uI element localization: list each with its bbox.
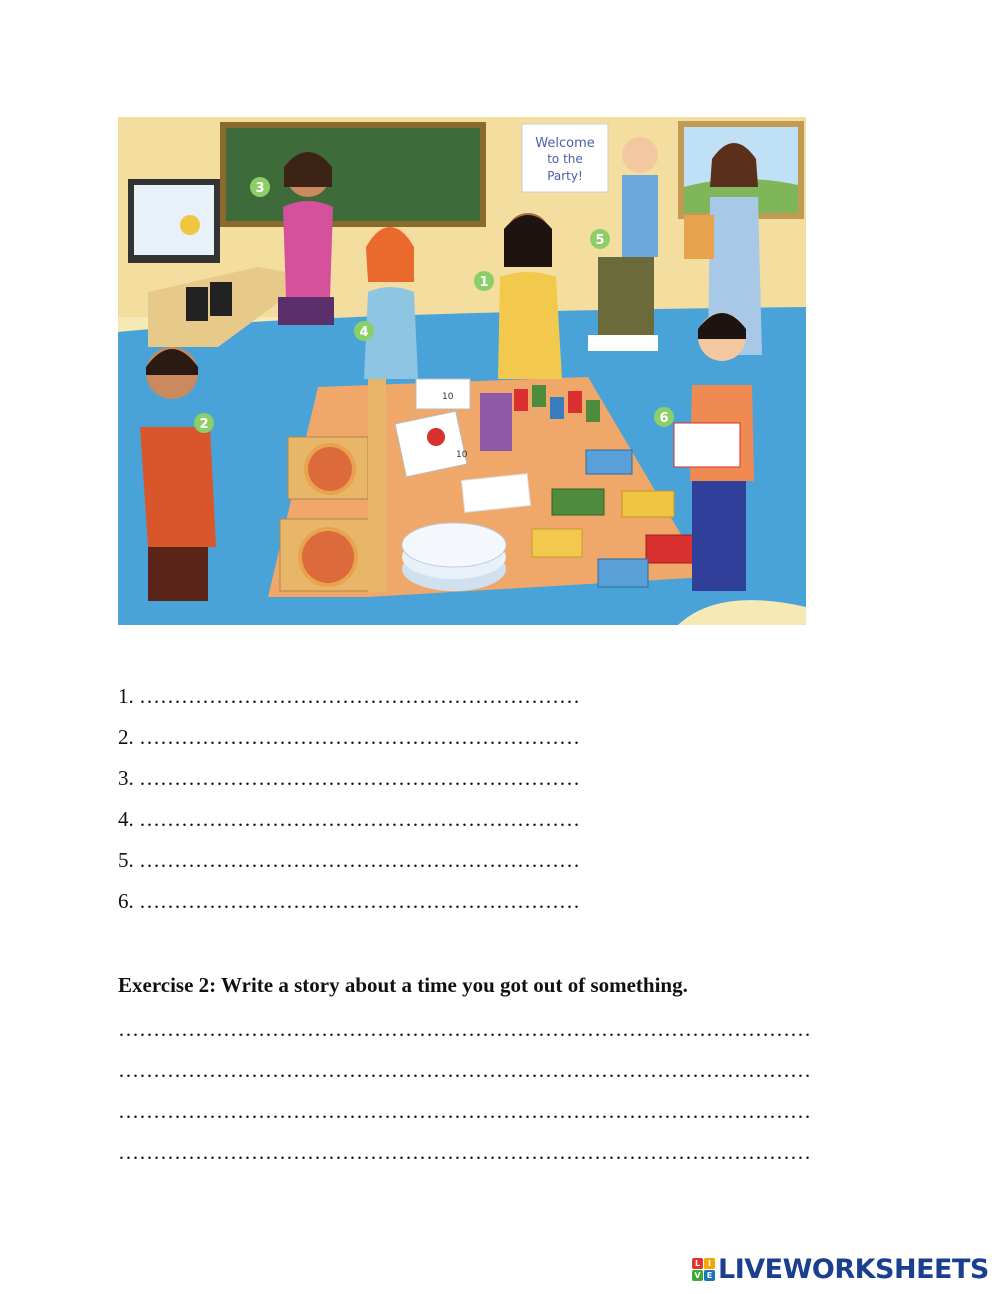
answer-blank[interactable]: ……………………………………………………… bbox=[139, 684, 580, 708]
balloon-number: 10 bbox=[456, 450, 468, 460]
logo-letter-l: L bbox=[692, 1258, 703, 1269]
answer-list bbox=[118, 682, 678, 928]
party-illustration bbox=[118, 117, 806, 625]
answer-number: 5. bbox=[118, 848, 134, 872]
answer-blank[interactable]: ……………………………………………………… bbox=[139, 807, 580, 831]
banner-line-2: to the bbox=[547, 152, 583, 166]
answer-blank[interactable]: ……………………………………………………… bbox=[139, 848, 580, 872]
logo-letter-e: E bbox=[704, 1270, 715, 1281]
answer-line-5[interactable] bbox=[118, 846, 678, 887]
story-line-2[interactable]: ……………………………………………………………………………………… bbox=[118, 1058, 811, 1082]
story-line-1[interactable]: ……………………………………………………………………………………… bbox=[118, 1017, 811, 1041]
answer-number: 4. bbox=[118, 807, 134, 831]
logo-letter-v: V bbox=[692, 1270, 703, 1281]
answer-blank[interactable]: ……………………………………………………… bbox=[139, 889, 580, 913]
brand-name: LIVEWORKSHEETS bbox=[718, 1253, 989, 1285]
story-line-4[interactable]: ……………………………………………………………………………………… bbox=[118, 1140, 811, 1164]
answer-number: 6. bbox=[118, 889, 134, 913]
answer-number: 1. bbox=[118, 684, 134, 708]
liveworksheets-logo bbox=[692, 1254, 989, 1284]
answer-number: 2. bbox=[118, 725, 134, 749]
badge-3: 3 bbox=[255, 181, 265, 196]
badge-6: 6 bbox=[659, 411, 669, 426]
answer-blank[interactable]: ……………………………………………………… bbox=[139, 725, 580, 749]
balloon-number-2: 10 bbox=[442, 392, 454, 402]
answer-number: 3. bbox=[118, 766, 134, 790]
banner-line-1: Welcome bbox=[535, 136, 595, 151]
answer-line-1[interactable] bbox=[118, 682, 678, 723]
banner-line-3: Party! bbox=[547, 169, 583, 183]
story-lines bbox=[118, 1015, 878, 1179]
badge-5: 5 bbox=[595, 233, 605, 248]
badge-2: 2 bbox=[199, 417, 209, 432]
answer-line-6[interactable] bbox=[118, 887, 678, 928]
logo-mark-icon bbox=[692, 1258, 715, 1281]
badge-1: 1 bbox=[479, 275, 489, 290]
answer-blank[interactable]: ……………………………………………………… bbox=[139, 766, 580, 790]
answer-line-2[interactable] bbox=[118, 723, 678, 764]
logo-letter-i: I bbox=[704, 1258, 715, 1269]
answer-line-3[interactable] bbox=[118, 764, 678, 805]
answer-line-4[interactable] bbox=[118, 805, 678, 846]
exercise-2-title: Exercise 2: Write a story about a time you got out of something. bbox=[118, 973, 688, 997]
story-line-3[interactable]: ……………………………………………………………………………………… bbox=[118, 1099, 811, 1123]
badge-4: 4 bbox=[359, 325, 369, 340]
